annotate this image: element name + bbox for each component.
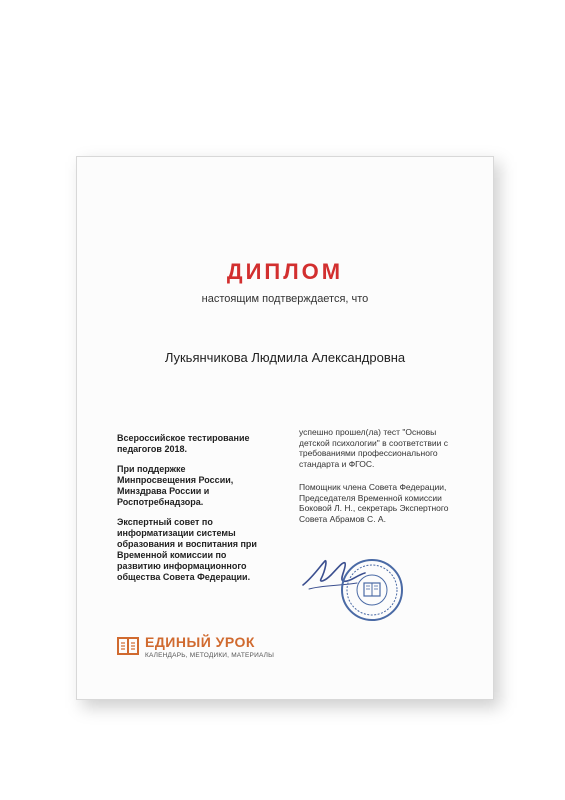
brand-name: ЕДИНЫЙ УРОК bbox=[145, 634, 255, 650]
diploma-sheet bbox=[76, 156, 494, 700]
right-column bbox=[299, 427, 469, 537]
diploma-title: ДИПЛОМ bbox=[226, 259, 344, 284]
test-result-text: успешно прошел(ла) тест "Основы детской психологии" в соответствии с требованиями профессионального стандарта и ФГОС. bbox=[299, 427, 448, 469]
left-column bbox=[117, 433, 265, 592]
council-info: Экспертный совет по информатизации системы образования и воспитания при Временной комиссии по развитию информационного общества Совета Федерации. bbox=[117, 517, 257, 582]
support-info: При поддержке Минпросвещения России, Минздрава России и Роспотребнадзора. bbox=[117, 464, 234, 507]
testing-info: Всероссийское тестирование педагогов 2018. bbox=[117, 433, 250, 454]
signatory-text: Помощник члена Совета Федерации, Председателя Временной комиссии Боковой Л. Н., секретарь Экспертного Совета Абрамов С. А. bbox=[299, 482, 449, 524]
brand-tagline: КАЛЕНДАРЬ, МЕТОДИКИ, МАТЕРИАЛЫ bbox=[145, 652, 275, 659]
diploma-subtitle: настоящим подтверждается, что bbox=[201, 293, 369, 305]
book-icon bbox=[117, 635, 139, 657]
recipient-name: Лукьянчикова Людмила Александровна bbox=[164, 350, 406, 365]
seal-stamp-icon bbox=[339, 557, 405, 623]
